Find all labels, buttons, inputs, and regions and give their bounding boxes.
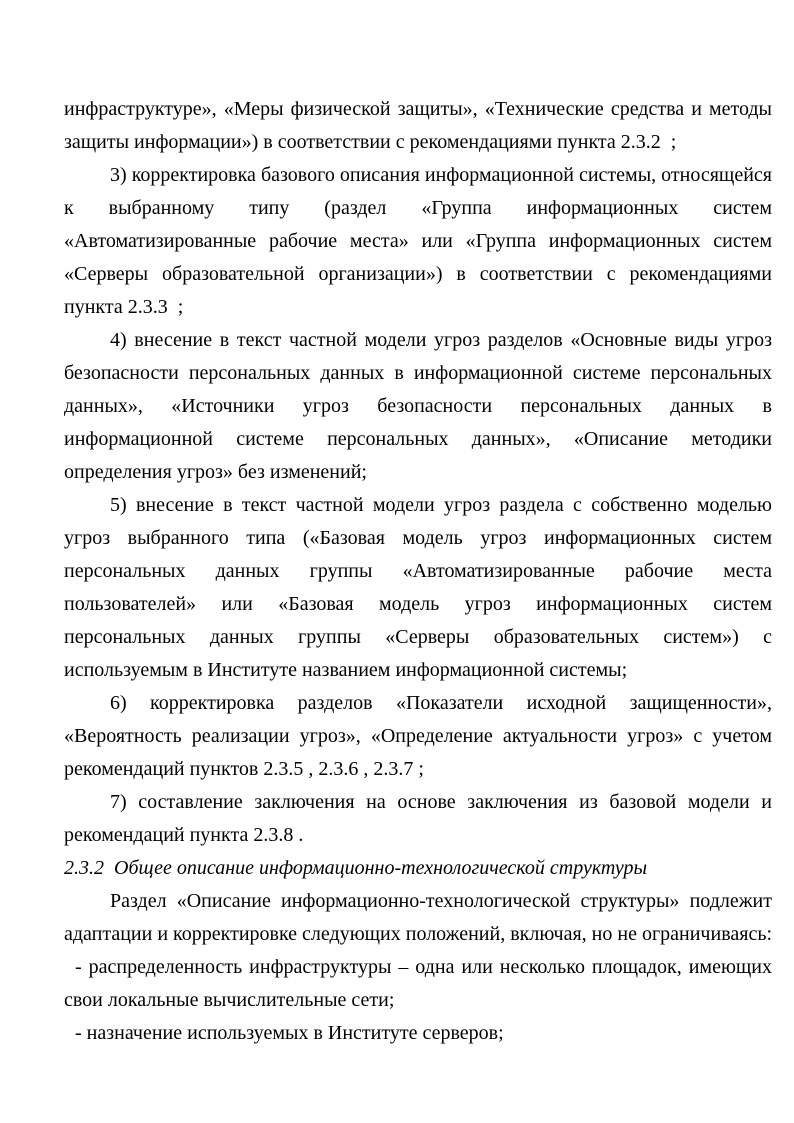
paragraph-continuation: инфраструктуре», «Меры физической защиты», «Технические средства и методы защиты информации») в соответствии с рекомендациями пункта 2.3.2 ; (64, 98, 772, 153)
page-body-text (64, 93, 772, 1050)
numbered-item-3: 3) корректировка базового описания информационной системы, относящейся к выбранному типу (раздел «Группа информационных систем «Автоматизированные рабочие места» или «Группа информационных систем «Серверы образовательной организации») в соответствии с рекомендациями пункта 2.3.3 ; (64, 164, 772, 318)
section-heading-2-3-2: 2.3.2 Общее описание информационно-технологической структуры (64, 857, 648, 879)
paragraph-section-intro: Раздел «Описание информационно-технологической структуры» подлежит адаптации и корректировке следующих положений, включая, но не ограничиваясь: (64, 890, 773, 945)
numbered-item-5: 5) внесение в текст частной модели угроз раздела с собственно моделью угроз выбранного типа («Базовая модель угроз информационных систем персональных данных группы «Автоматизированные рабочие места пользователей» или «Базовая модель угроз информационных систем персональных данных группы «Серверы образовательных систем») с используемым в Институте названием информационной системы; (64, 494, 772, 681)
numbered-item-4: 4) внесение в текст частной модели угроз разделов «Основные виды угроз безопасности персональных данных в информационной системе персональных данных», «Источники угроз безопасности персональных данных в информационной системе персональных данных», «Описание методики определения угроз» без изменений; (64, 329, 772, 483)
numbered-item-6: 6) корректировка разделов «Показатели исходной защищенности», «Вероятность реализации угроз», «Определение актуальности угроз» с учетом рекомендаций пунктов 2.3.5 , 2.3.6 , 2.3.7 ; (64, 692, 772, 780)
dash-item-infrastructure: - распределенность инфраструктуры – одна или несколько площадок, имеющих свои локальные вычислительные сети; (64, 956, 772, 1011)
dash-item-servers: - назначение используемых в Институте серверов; (75, 1022, 504, 1044)
numbered-item-7: 7) составление заключения на основе заключения из базовой модели и рекомендаций пункта 2.3.8 . (64, 791, 772, 846)
